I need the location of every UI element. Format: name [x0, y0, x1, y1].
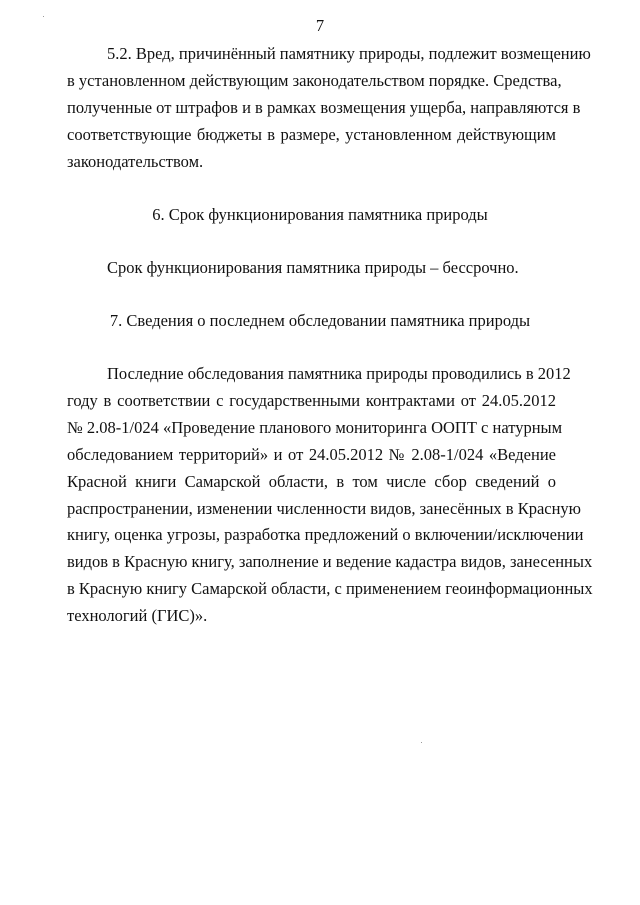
paragraph-line: 5.2. Вред, причинённый памятнику природы, подлежит возмещению — [107, 44, 591, 63]
paragraph-line: в установленном действующим законодательством порядке. Средства, — [67, 71, 562, 90]
paragraph-line: видов в Красную книгу, заполнение и ведение кадастра видов, занесенных — [67, 552, 593, 571]
section-6-text: Срок функционирования памятника природы – бессрочно. — [107, 258, 519, 277]
paragraph-line: книгу, оценка угрозы, разработка предложений о включении/исключении — [67, 525, 584, 544]
paragraph-line: Последние обследования памятника природы проводились в 2012 — [107, 364, 571, 383]
paragraph-line: году в соответствии с государственными контрактами от 24.05.2012 — [67, 391, 556, 410]
scan-speck — [421, 742, 422, 743]
paragraph-line: законодательством. — [67, 152, 204, 171]
paragraph-line: в Красную книгу Самарской области, с применением геоинформационных — [67, 579, 593, 598]
section-6-heading: 6. Срок функционирования памятника природы — [152, 205, 488, 224]
scan-speck — [43, 16, 44, 17]
paragraph-line: обследованием территорий» и от 24.05.2012 № 2.08-1/024 «Ведение — [67, 445, 556, 464]
paragraph-line: Красной книги Самарской области, в том числе сбор сведений о — [67, 472, 556, 491]
paragraph-line: соответствующие бюджеты в размере, установленном действующим — [67, 125, 556, 144]
paragraph-line: полученные от штрафов и в рамках возмещения ущерба, направляются в — [67, 98, 581, 117]
section-7-heading: 7. Сведения о последнем обследовании памятника природы — [109, 311, 531, 330]
page-number: 7 — [315, 16, 325, 35]
paragraph-line: распространении, изменении численности видов, занесённых в Красную — [67, 499, 582, 518]
paragraph-line: № 2.08-1/024 «Проведение планового мониторинга ООПТ с натурным — [67, 418, 563, 437]
paragraph-line: технологий (ГИС)». — [67, 606, 208, 625]
